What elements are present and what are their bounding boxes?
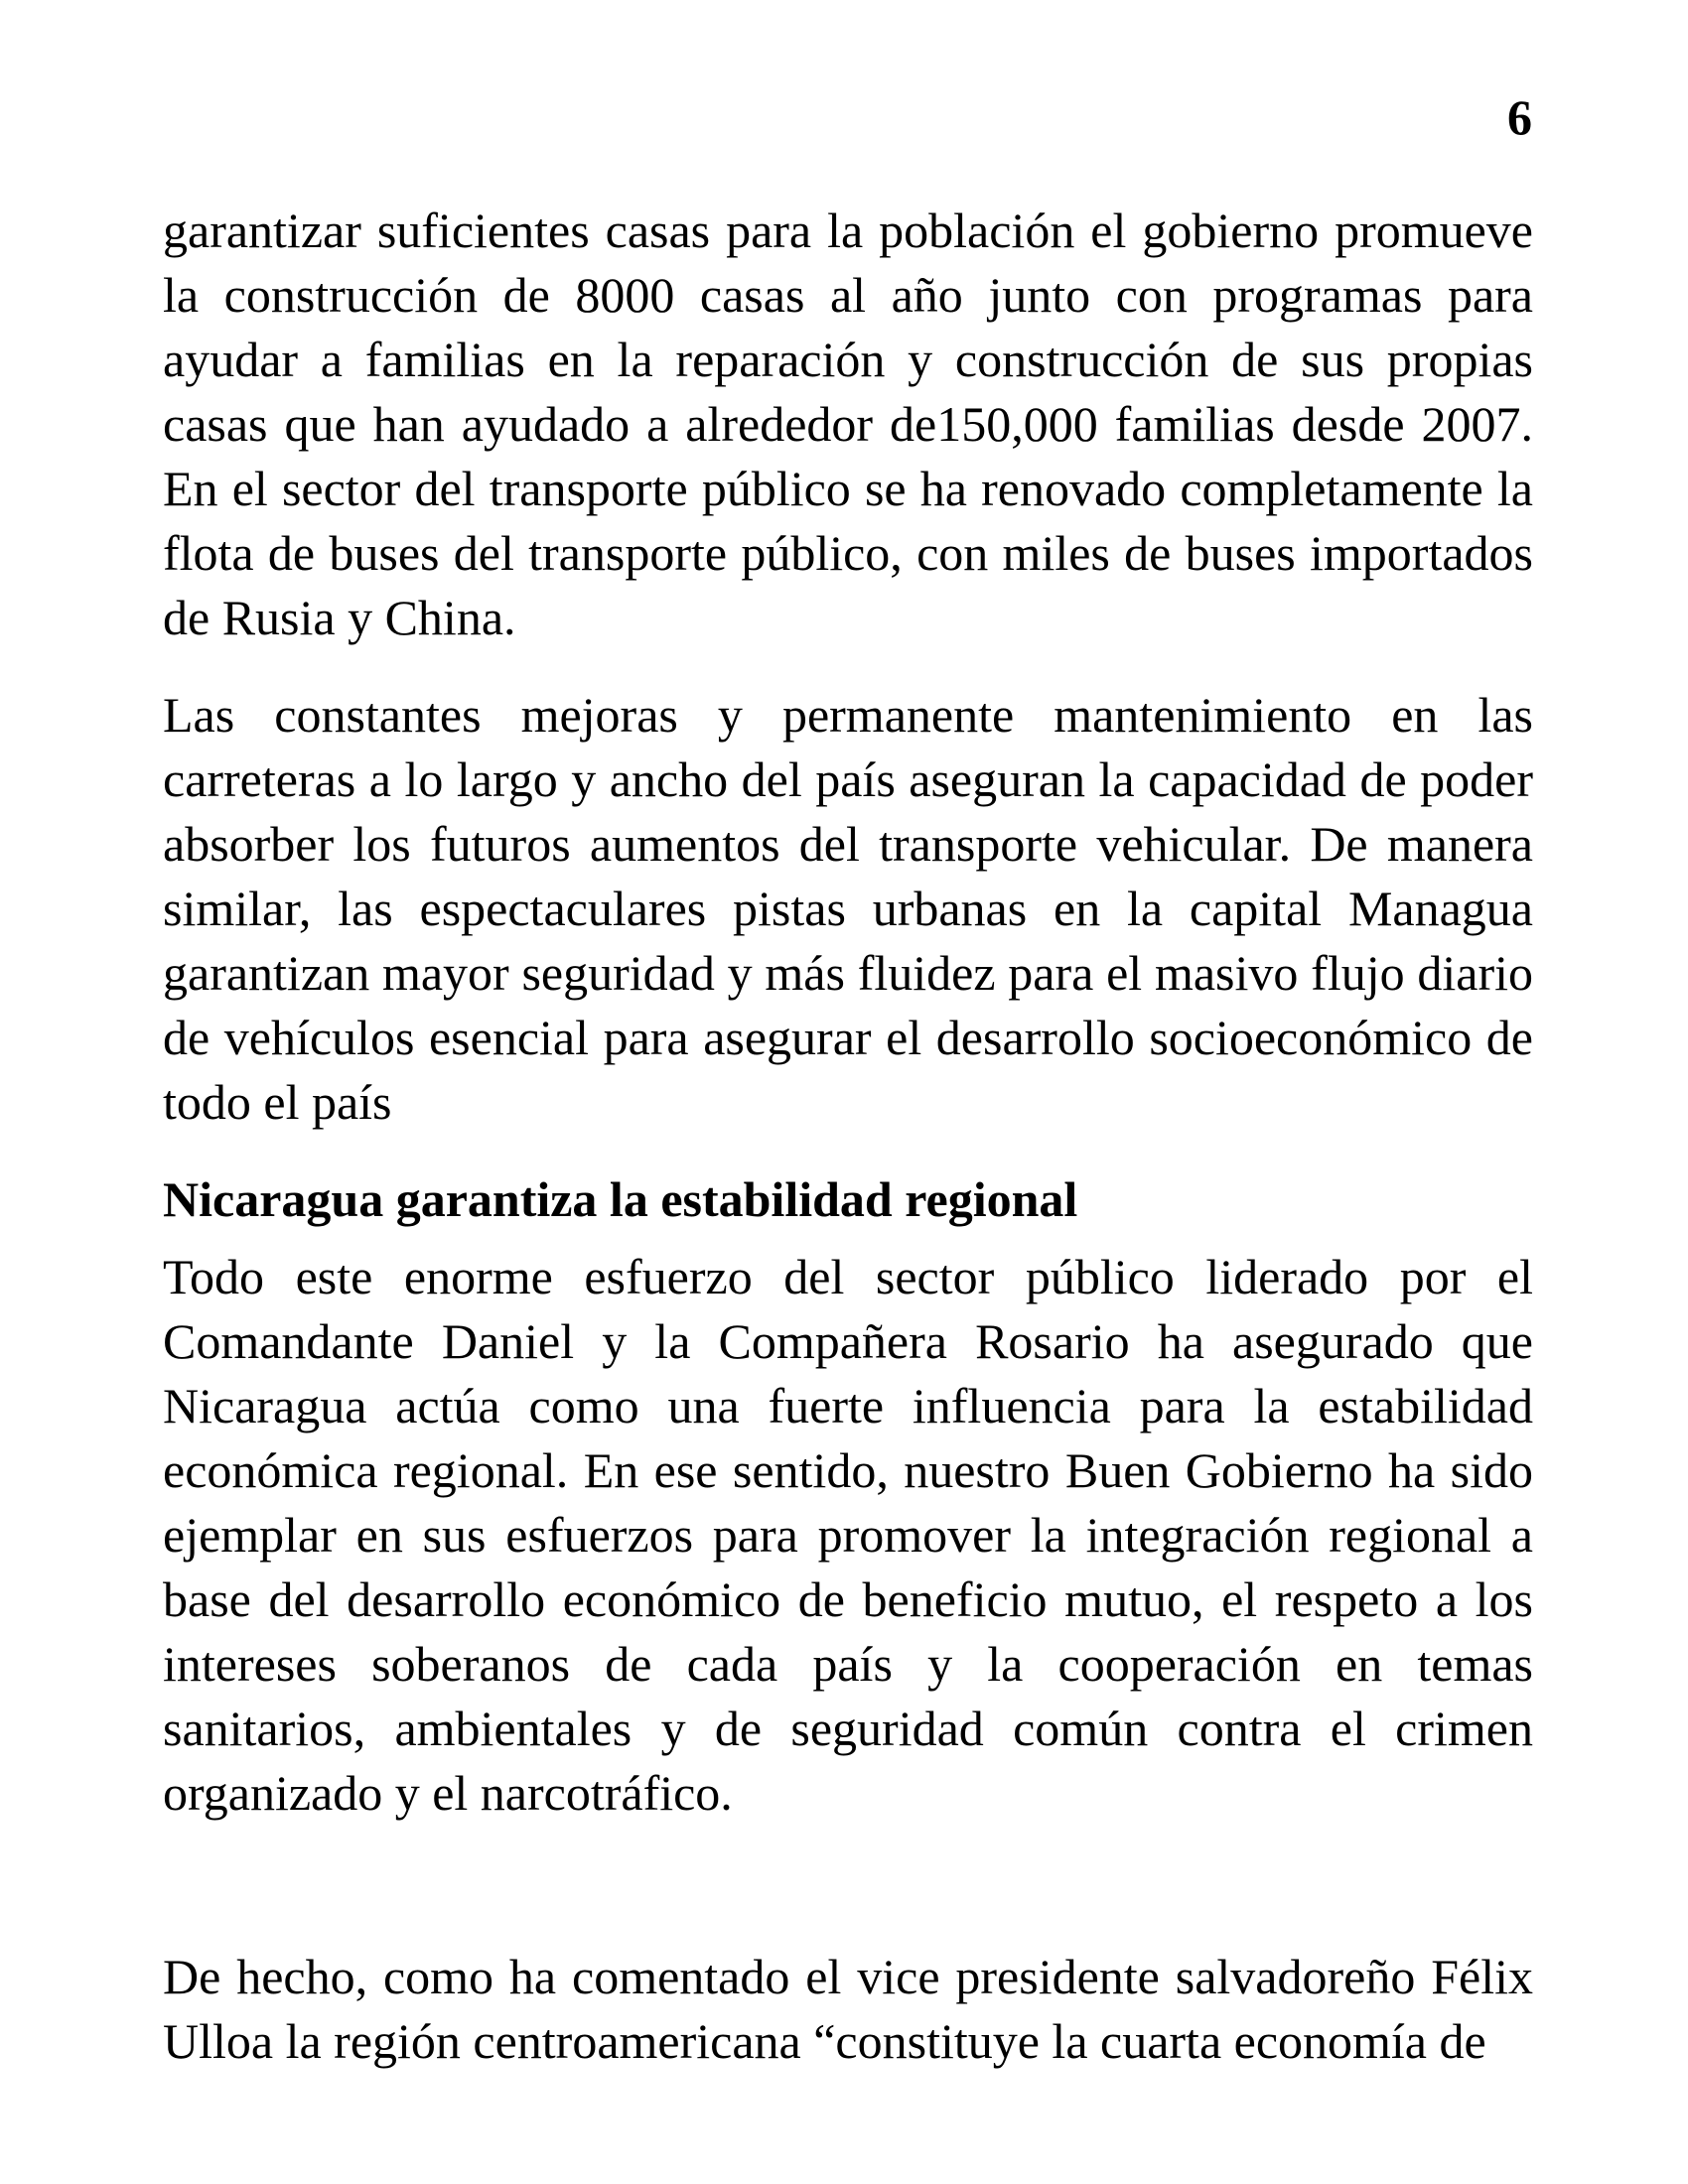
paragraph-2: Las constantes mejoras y permanente mantenimiento en las carreteras a lo largo y ancho del país aseguran la capacidad de poder absorber los futuros aumentos del transporte vehicular. De manera similar, las espectaculares pistas urbanas en la capital Managua garantizan mayor seguridad y más fluidez para el masivo flujo diario de vehículos esencial para asegurar el desarrollo socioeconómico de todo el país — [163, 687, 1533, 1130]
page-body — [163, 199, 1533, 2107]
paragraph-1: garantizar suficientes casas para la población el gobierno promueve la construcción de 8000 casas al año junto con programas para ayudar a familias en la reparación y construcción de sus propias casas que han ayudado a alrededor de150,000 familias desde 2007. En el sector del transporte público se ha renovado completamente la flota de buses del transporte público, con miles de buses importados de Rusia y China. — [163, 203, 1533, 645]
section-heading: Nicaragua garantiza la estabilidad regional — [163, 1171, 1078, 1227]
page-number: 6 — [1507, 89, 1532, 145]
paragraph-3: Todo este enorme esfuerzo del sector público liderado por el Comandante Daniel y la Compañera Rosario ha asegurado que Nicaragua actúa como una fuerte influencia para la estabilidad económica regional. En ese sentido, nuestro Buen Gobierno ha sido ejemplar en sus esfuerzos para promover la integración regional a base del desarrollo económico de beneficio mutuo, el respeto a los intereses soberanos de cada país y la cooperación en temas sanitarios, ambientales y de seguridad común contra el crimen organizado y el narcotráfico. — [163, 1249, 1533, 1821]
paragraph-4: De hecho, como ha comentado el vice presidente salvadoreño Félix Ulloa la región centroamericana “constituye la cuarta economía de — [163, 1949, 1533, 2069]
paragraph-gap — [163, 1858, 1533, 1945]
